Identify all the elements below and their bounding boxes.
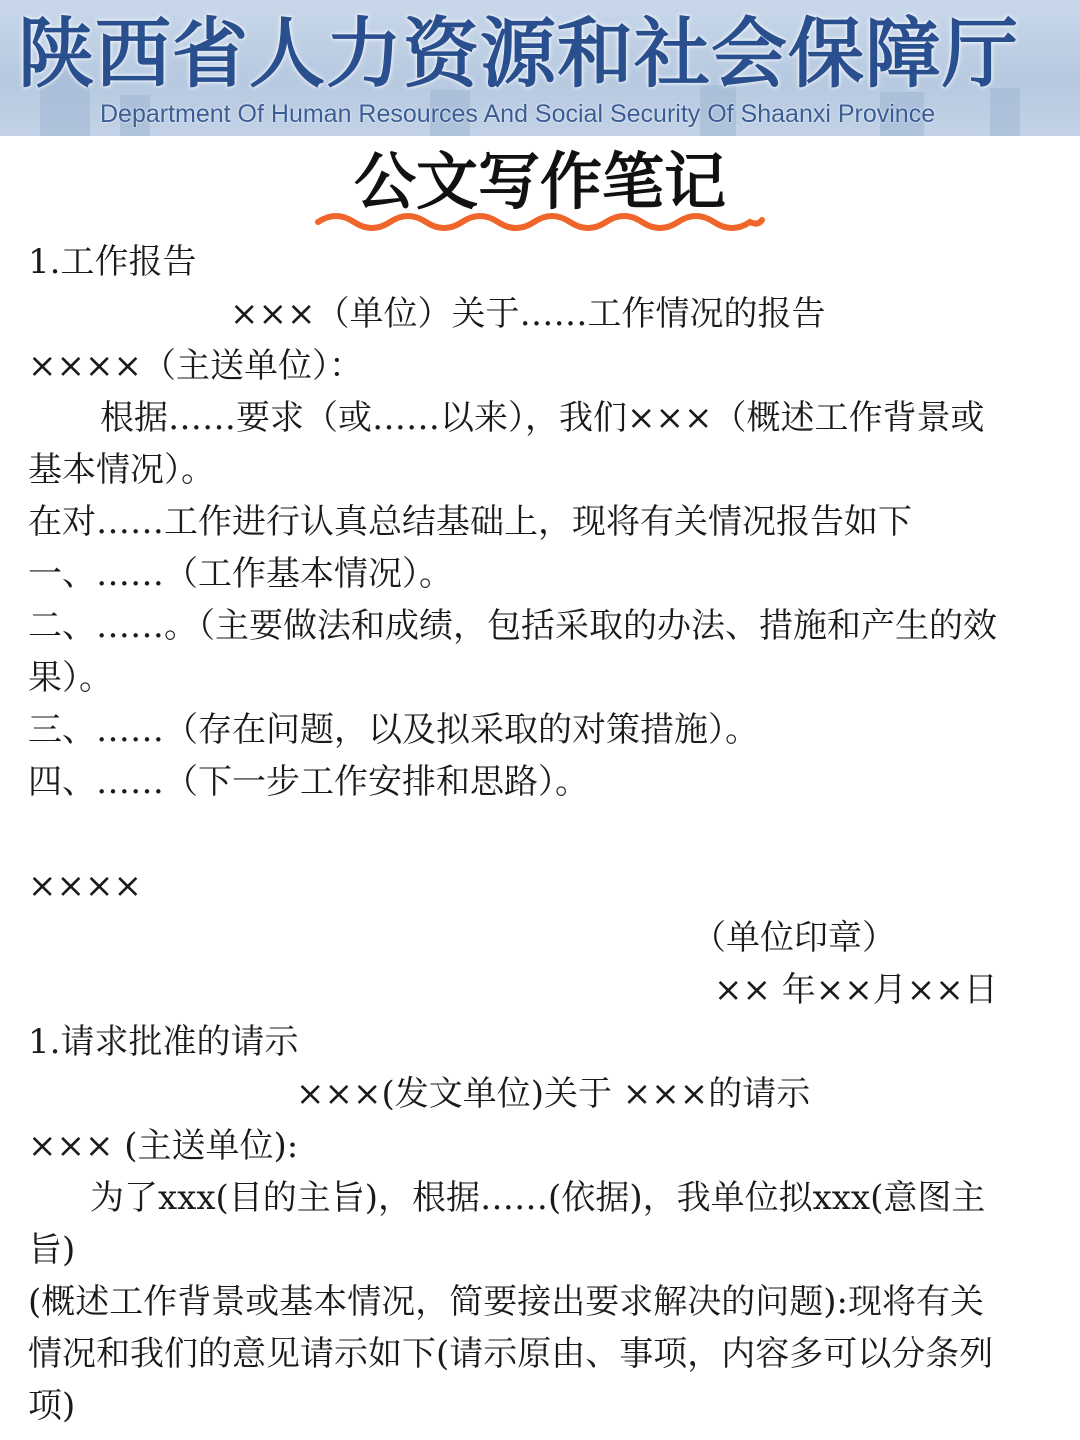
request-title: ×××(发文单位)关于 ×××的请示: [296, 1074, 811, 1114]
page-title: 公文写作笔记: [353, 145, 726, 218]
report-item: 三、……（存在问题，以及拟采取的对策措施）。: [28, 710, 759, 750]
request-paragraph-line: 旨): [28, 1230, 76, 1270]
document-body: [28, 236, 1058, 1432]
report-item: 四、……（下一步工作安排和思路）。: [28, 762, 589, 802]
report-item: 果）。: [28, 658, 113, 698]
request-paragraph-line: 为了xxx(目的主旨)，根据……(依据)，我单位拟xxx(意图主: [90, 1178, 986, 1218]
report-date: ×× 年××月××日: [714, 970, 998, 1010]
report-item: 一、……（工作基本情况）。: [28, 554, 453, 594]
report-item: 二、……。（主要做法和成绩，包括采取的办法、措施和产生的效: [28, 606, 997, 646]
report-recipient: ××××（主送单位）：: [28, 346, 363, 386]
request-paragraph-line: 项): [28, 1386, 76, 1426]
report-title: ×××（单位）关于……工作情况的报告: [230, 294, 826, 334]
request-paragraph-line: (概述工作背景或基本情况，简要接出要求解决的问题):现将有关: [28, 1282, 984, 1322]
report-paragraph-line: 根据……要求（或……以来），我们×××（概述工作背景或: [100, 398, 985, 438]
section-heading-report: 1.工作报告: [28, 242, 197, 282]
banner-subtitle: Department Of Human Resources And Social Security Of Shaanxi Province: [100, 100, 936, 128]
report-paragraph-line: 在对……工作进行认真总结基础上，现将有关情况报告如下: [28, 502, 912, 542]
request-paragraph-line: 情况和我们的意见请示如下(请示原由、事项，内容多可以分条列: [28, 1334, 994, 1374]
request-recipient: ××× (主送单位):: [28, 1126, 299, 1166]
banner-title: 陕西省人力资源和社会保障厅: [18, 9, 1019, 98]
report-paragraph-line: 基本情况）。: [28, 450, 215, 490]
report-signature: ××××: [28, 866, 142, 906]
section-heading-request: 1.请求批准的请示: [28, 1022, 299, 1062]
header-banner: [0, 0, 1080, 136]
report-seal: （单位印章）: [692, 918, 896, 958]
blank-line: [28, 808, 1058, 860]
wavy-underline: [314, 206, 766, 236]
